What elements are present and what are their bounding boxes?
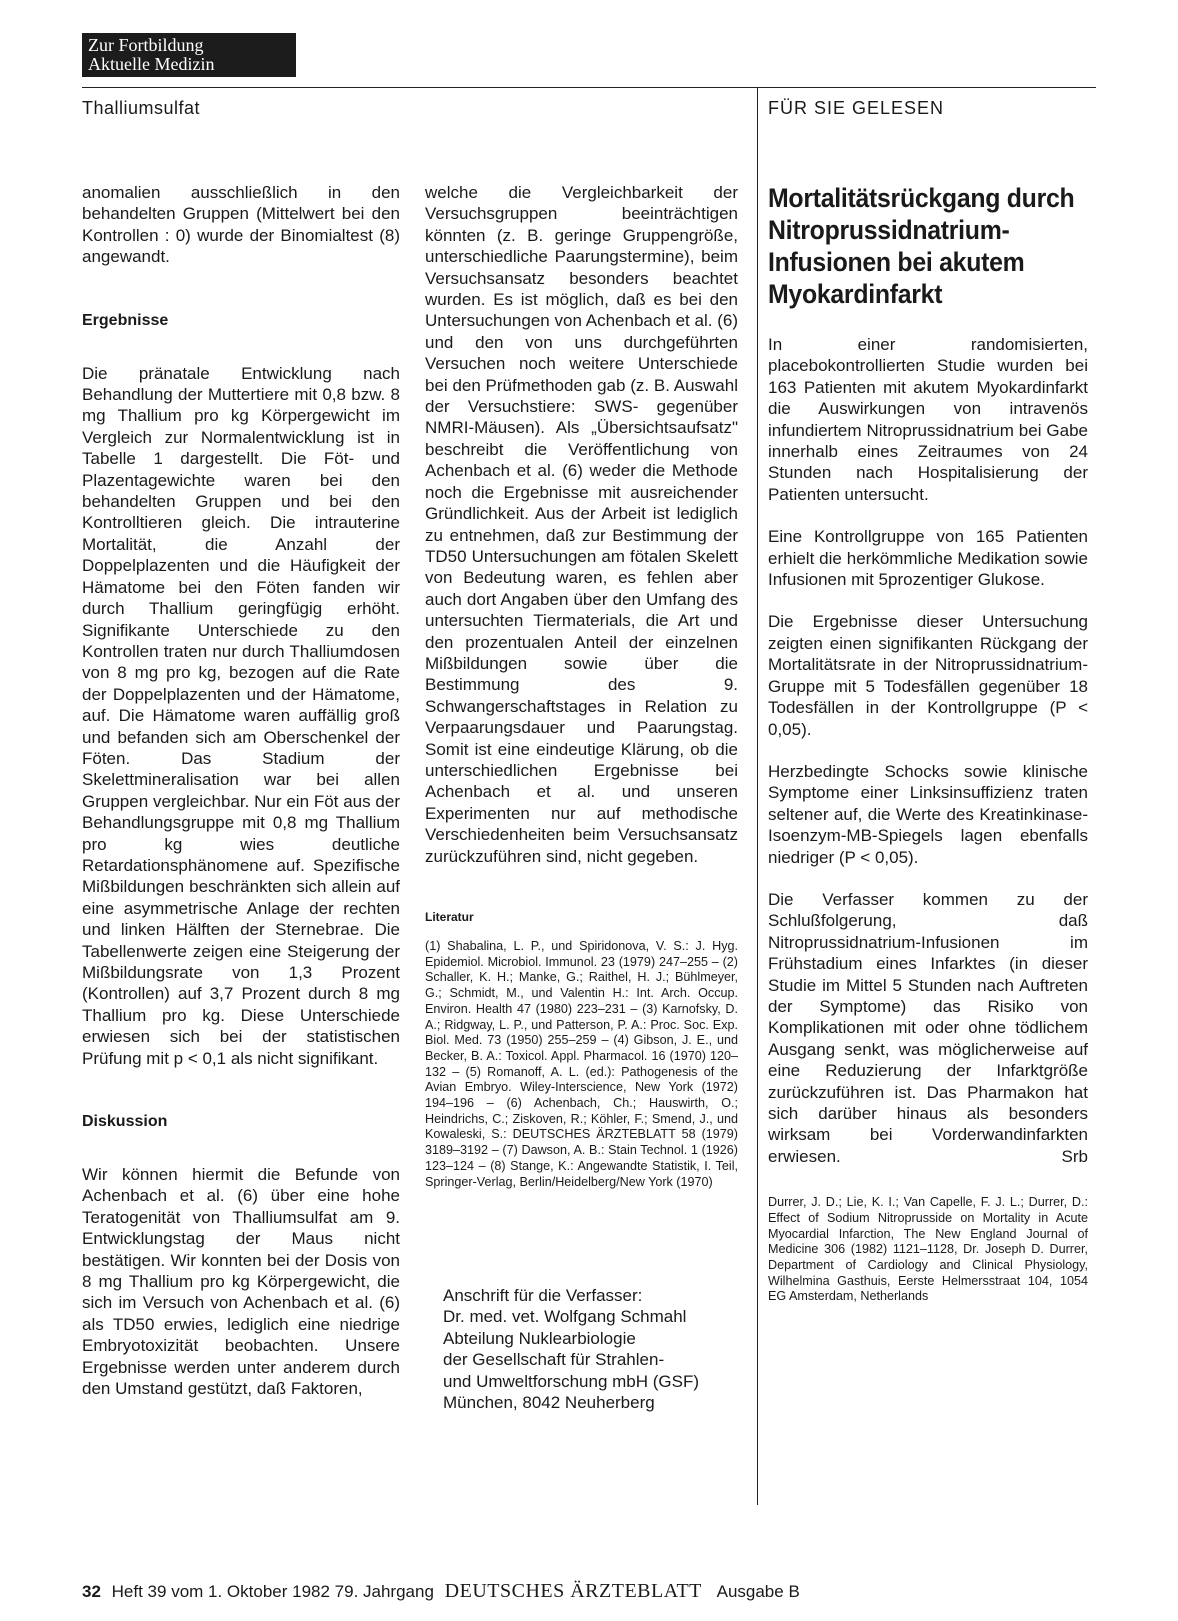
badge-line-2: Aktuelle Medizin: [88, 54, 215, 74]
paragraph: welche die Vergleichbarkeit der Versuchsgruppen beeinträchtigen könnten (z. B. geringe Gruppengröße, unterschiedliche Paarungstermine), beim Versuchsansatz besonders beachtet wurden. Es ist möglich, daß es bei den Untersuchungen von Achenbach et al. (6) und den von uns durchgeführten Versuchen noch weitere Unterschiede bei den Prüfmethoden gab (z. B. Auswahl der Versuchstiere: SWS- gegenüber NMRI-Mäusen). Als „Übersichtsaufsatz" beschreibt die Veröffentlichung von Achenbach et al. (6) weder die Methode noch die Ergebnisse mit ausreichender Gründlichkeit. Aus der Arbeit ist lediglich zu entnehmen, daß zur Bestimmung der TD50 Untersuchungen am fötalen Skelett von Bedeutung waren, es fehlen aber auch dort Angaben über den Umfang des untersuchten Tiermaterials, die Art und den prozentualen Anteil der einzelnen Mißbildungen sowie über die Bestimmung des 9. Schwangerschaftstages in Relation zu Verpaarungsdauer und Paarungstag. Somit ist eine eindeutige Klärung, ob die unterschiedlichen Ergebnisse bei Achenbach et al. und unseren Experimenten nur auf methodische Verschiedenheiten beim Versuchsansatz zurückzuführen sind, nicht gegeben.: [425, 183, 738, 866]
author-address: [443, 1285, 743, 1413]
paragraph: Eine Kontrollgruppe von 165 Patienten erhielt die herkömmliche Medikation sowie Infusionen mit 5prozentiger Glukose.: [768, 527, 1088, 590]
badge-line-1: Zur Fortbildung: [88, 35, 204, 55]
address-line: Abteilung Nuklearbiologie: [443, 1328, 636, 1348]
paragraph: anomalien ausschließlich in den behandelten Gruppen (Mittelwert bei den Kontrollen : 0) wurde der Binomialtest (8) angewandt.: [82, 183, 400, 267]
source-reference: Durrer, J. D.; Lie, K. I.; Van Capelle, F. J. L.; Durrer, D.: Effect of Sodium Nitroprusside on Mortality in Acute Myocardial Infarction, The New England Journal of Medicine 306 (1982) 1121–1128, Dr. Joseph D. Durrer, Department of Cardiology and Clinical Physiology, Wilhelmina Gasthuis, Eerste Helmersstraat 104, 1054 EG Amsterdam, Netherlands: [768, 1195, 1088, 1304]
column-divider: [757, 87, 758, 1505]
paragraph: Die pränatale Entwicklung nach Behandlung der Muttertiere mit 0,8 bzw. 8 mg Thallium pro kg Körpergewicht im Vergleich zur Normalentwicklung ist in Tabelle 1 dargestellt. Die Föt- und Plazentagewichte waren bei den behandelten Gruppen und bei den Kontrolltieren gleich. Die intrauterine Mortalität, die Anzahl der Doppelplazenten und die Häufigkeit der Hämatome bei den Föten fanden wir durch Thallium geringfügig erhöht. Signifikante Unterschiede zu den Kontrollen traten nur durch Thalliumdosen von 8 mg pro kg, bezogen auf die Rate der Doppelplazenten und der Hämatome, auf. Die Hämatome waren auffällig groß und befanden sich am Oberschenkel der Föten. Das Stadium der Skelettmineralisation war bei allen Gruppen vergleichbar. Nur ein Föt aus der Behandlungsgruppe mit 0,8 mg Thallium pro kg wies deutliche Retardationsphänomene auf. Spezifische Mißbildungen beschränkten sich allein auf eine asymmetrische Anlage der rechten und linken Hälften der Sternebrae. Die Tabellenwerte zeigen eine Steigerung der Mißbildungsrate von 1,3 Prozent (Kontrollen) auf 3,7 Prozent durch 8 mg Thallium pro kg. Diese Unterschiede erwiesen sich bei der statistischen Prüfung mit p < 0,1 als nicht signifikant.: [82, 363, 400, 1068]
paragraph: Die Ergebnisse dieser Untersuchung zeigten einen signifikanten Rückgang der Mortalitätsrate in der Nitroprussidnatrium-Gruppe mit 5 Todesfällen gegenüber 18 Todesfällen in der Kontrollgruppe (P < 0,05).: [768, 612, 1088, 739]
paragraph: Wir können hiermit die Befunde von Achenbach et al. (6) über eine hohe Teratogenität von Thalliumsulfat am 9. Entwicklungstag der Maus nicht bestätigen. Wir konnten bei der Dosis von 8 mg Thallium pro kg Körpergewicht, die sich im Versuch von Achenbach et al. (6) als TD50 erwies, lediglich eine niedrige Embryotoxizität beobachten. Unsere Ergebnisse werden unter anderem durch den Umstand gestützt, daß Faktoren,: [82, 1165, 400, 1399]
paragraph-text: Die Verfasser kommen zu der Schlußfolgerung, daß Nitroprussidnatrium-Infusionen im Frühstadium eines Infarktes (in dieser Studie im Mittel 5 Stunden nach Auftreten der Symptome) das Risiko von Komplikationen mit oder ohne tödlichem Ausgang senkt, was möglicherweise auf eine Reduzierung der Infarktgröße zurückzuführen ist. Das Pharmakon hat sich darüber hinaus als besonders wirksam bei Vorderwandinfarkten erwiesen.: [768, 889, 1088, 1166]
paragraph: Herzbedingte Schocks sowie klinische Symptome einer Linksinsuffizienz traten seltener auf, die Werte des Kreatinkinase-Isoenzym-MB-Spiegels lagen ebenfalls niedriger (P < 0,05).: [768, 761, 1088, 867]
running-title-right: FÜR SIE GELESEN: [768, 98, 945, 118]
heading-diskussion: Diskussion: [82, 1113, 168, 1131]
issue-info: Heft 39 vom 1. Oktober 1982 79. Jahrgang: [111, 1582, 434, 1601]
column-1: [82, 182, 400, 1400]
paragraph: [768, 889, 1088, 1167]
page-number: 32: [82, 1582, 101, 1601]
column-2: [425, 182, 738, 1190]
journal-name: DEUTSCHES ÄRZTEBLATT: [444, 1580, 702, 1602]
column-3: [768, 182, 1088, 1305]
running-title-left: Thalliumsulfat: [82, 98, 201, 118]
paragraph: In einer randomisierten, placebokontrollierten Studie wurden bei 163 Patienten mit akutem Myokardinfarkt die Auswirkungen von intravenös infundiertem Nitroprussidnatrium bei Gabe innerhalb eines Zeitraumes von 24 Stunden nach Hospitalisierung der Patienten untersucht.: [768, 335, 1088, 504]
author-signature: Srb: [1061, 1146, 1088, 1166]
address-line: München, 8042 Neuherberg: [443, 1393, 655, 1413]
reference-list: (1) Shabalina, L. P., und Spiridonova, V. S.: J. Hyg. Epidemiol. Microbiol. Immunol. 23 (1979) 247–255 – (2) Schaller, K. H.; Manke, G.; Raithel, H. J.; Bühlmeyer, G.; Schmidt, M., und Valentin H.: Int. Arch. Occup. Environ. Health 47 (1980) 223–231 – (3) Karnofsky, D. A.; Ridgway, L. P., und Patterson, P. A.: Proc. Soc. Exp. Biol. Med. 73 (1950) 255–259 – (4) Gibson, J. E., und Becker, B. A.: Toxicol. Appl. Pharmacol. 16 (1970) 120–132 – (5) Romanoff, A. L. (ed.): Pathogenesis of the Avian Embryo. Wiley-Interscience, New York (1972) 194–196 – (6) Achenbach, Ch.; Hauswirth, O.; Heindrichs, C.; Ziskoven, R.; Köhler, F.; Smend, J., und Kowaleski, S.: DEUTSCHES ÄRZTEBLATT 58 (1979) 3189–3192 – (7) Dawson, A. B.: Stain Technol. 1 (1926) 123–124 – (8) Stange, K.: Angewandte Statistik, I. Teil, Springer-Verlag, Berlin/Heidelberg/New York (1970): [425, 939, 738, 1189]
heading-literatur: Literatur: [425, 910, 474, 924]
heading-ergebnisse: Ergebnisse: [82, 311, 169, 329]
address-line: und Umweltforschung mbH (GSF): [443, 1371, 700, 1391]
section-badge: [82, 33, 296, 77]
address-line: Dr. med. vet. Wolfgang Schmahl: [443, 1307, 687, 1327]
address-line: der Gesellschaft für Strahlen-: [443, 1350, 665, 1370]
article-title: Mortalitätsrückgang durch Nitroprussidnatrium-Infusionen bei akutem Myokardinfarkt: [768, 183, 1075, 309]
header-rule: [82, 87, 1096, 88]
edition: Ausgabe B: [716, 1582, 800, 1601]
address-line: Anschrift für die Verfasser:: [443, 1286, 643, 1305]
page-footer: [82, 1580, 800, 1603]
